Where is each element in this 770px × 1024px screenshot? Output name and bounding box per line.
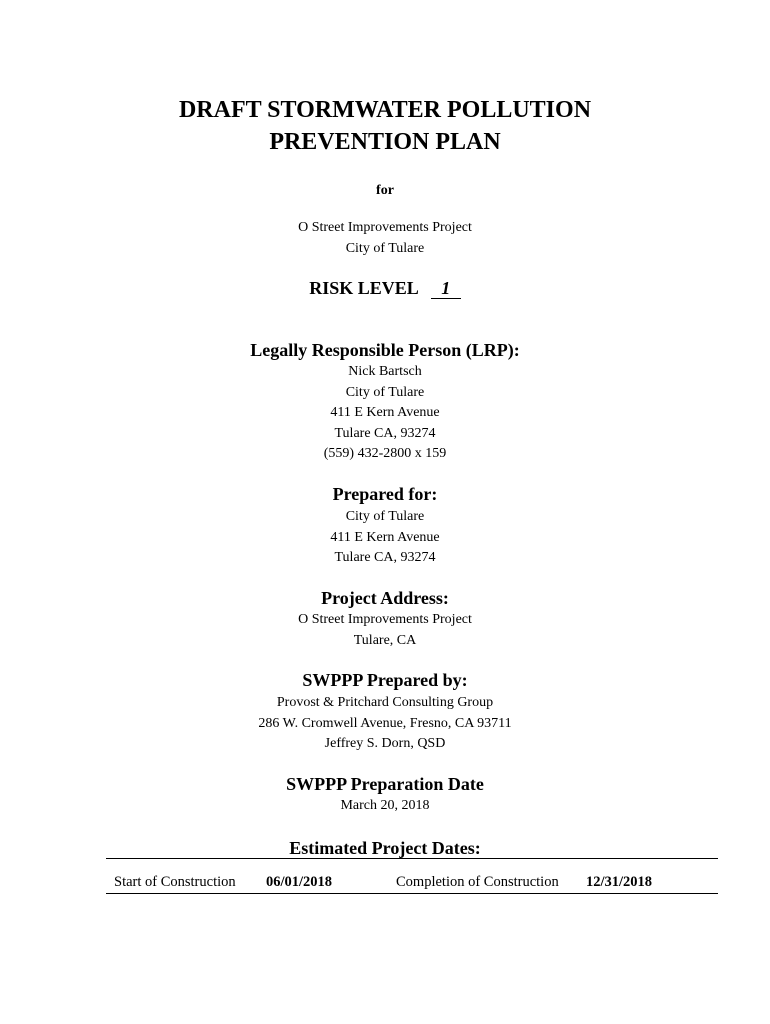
preparer-firm: Provost & Pritchard Consulting Group <box>276 695 494 710</box>
dates-bottom-rule <box>106 893 718 894</box>
swppp-prepared-by-block <box>0 693 770 755</box>
risk-level-label: RISK LEVEL <box>309 278 419 298</box>
prep-date-heading: SWPPP Preparation Date <box>286 774 484 794</box>
document-title <box>0 94 770 158</box>
prepared-for-city-zip: Tulare CA, 93274 <box>334 550 436 565</box>
title-line-1: DRAFT STORMWATER POLLUTION <box>178 97 592 123</box>
prepared-for-street: 411 E Kern Avenue <box>330 529 440 545</box>
risk-level <box>0 278 770 299</box>
estimated-dates-heading: Estimated Project Dates: <box>289 838 481 858</box>
project-city: City of Tulare <box>345 240 425 256</box>
prepared-for-block <box>0 507 770 569</box>
project-block <box>0 218 770 259</box>
lrp-heading: Legally Responsible Person (LRP): <box>250 340 520 360</box>
lrp-block <box>0 362 770 465</box>
project-address-heading: Project Address: <box>321 588 449 608</box>
project-address-line-2: Tulare, CA <box>353 632 417 648</box>
preparer-person: Jeffrey S. Dorn, QSD <box>324 736 446 751</box>
project-name: O Street Improvements Project <box>298 220 472 235</box>
lrp-org: City of Tulare <box>345 384 425 400</box>
preparer-address: 286 W. Cromwell Avenue, Fresno, CA 93711 <box>258 715 512 731</box>
start-value: 06/01/2018 <box>266 874 333 890</box>
for-label: for <box>376 183 394 198</box>
prepared-for-heading: Prepared for: <box>332 484 438 504</box>
lrp-name: Nick Bartsch <box>348 364 422 379</box>
prep-date-value: March 20, 2018 <box>340 798 430 813</box>
swppp-prepared-by-heading: SWPPP Prepared by: <box>302 670 468 690</box>
dates-top-rule <box>106 858 718 859</box>
risk-level-value: 1 <box>431 278 461 299</box>
lrp-phone: (559) 432-2800 x 159 <box>323 446 447 461</box>
completion-value: 12/31/2018 <box>586 874 653 890</box>
lrp-city-zip: Tulare CA, 93274 <box>334 425 436 441</box>
project-address-block <box>0 610 770 651</box>
completion-label: Completion of Construction <box>396 874 559 890</box>
prepared-for-org: City of Tulare <box>345 509 425 524</box>
start-label: Start of Construction <box>114 874 236 890</box>
lrp-street: 411 E Kern Avenue <box>330 405 440 420</box>
project-address-line-1: O Street Improvements Project <box>298 612 472 627</box>
title-line-2: PREVENTION PLAN <box>269 129 501 155</box>
